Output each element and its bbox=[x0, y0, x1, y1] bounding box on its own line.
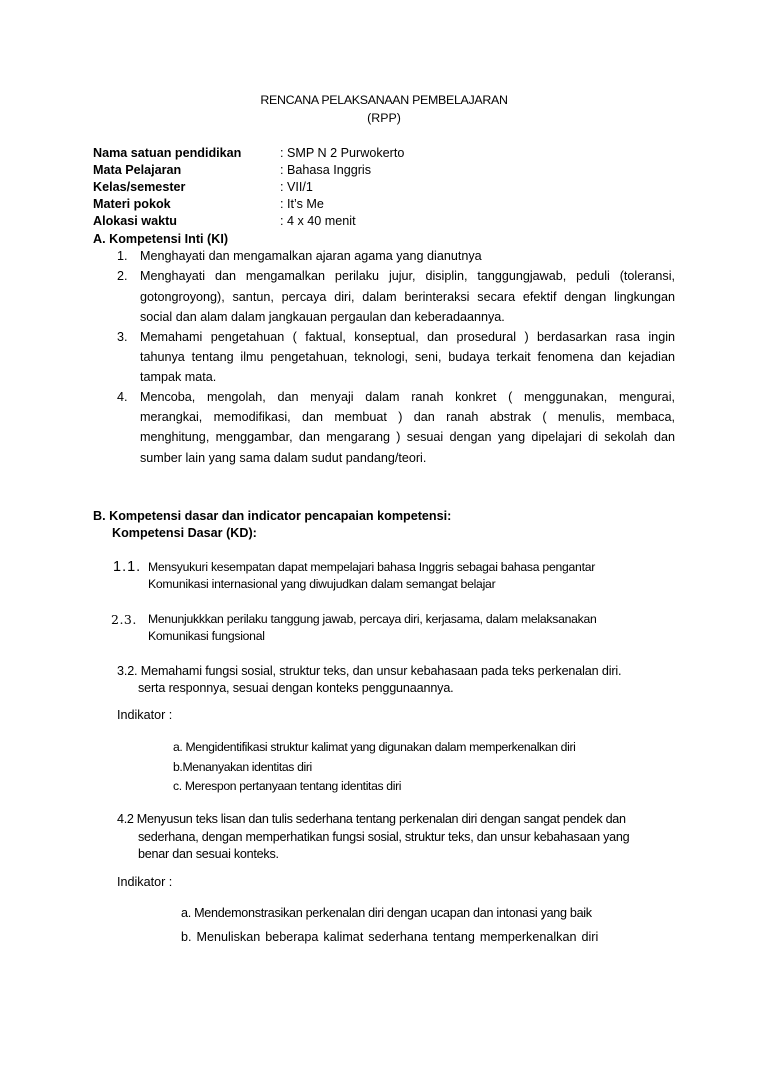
info-label: Alokasi waktu bbox=[93, 214, 177, 228]
info-value: : It’s Me bbox=[280, 197, 324, 211]
indikator-item: b. Menuliskan beberapa kalimat sederhana tentang memperkenalkan diri bbox=[181, 930, 599, 944]
kd-line: 4.2 Menyusun teks lisan dan tulis sederhana tentang perkenalan diri dengan sangat pendek dan bbox=[117, 812, 626, 826]
list-item-line: tampak mata. bbox=[140, 370, 217, 384]
list-item-line: merangkai, memodifikasi, dan membuat ) dan ranah abstrak ( menulis, membaca, bbox=[140, 410, 675, 424]
list-number: 3. bbox=[117, 330, 128, 344]
list-item-line: sumber lain yang sama dalam sudut pandang/teori. bbox=[140, 451, 427, 465]
kd-number: 1.1. bbox=[113, 559, 142, 575]
kd-line: 3.2. Memahami fungsi sosial, struktur teks, dan unsur kebahasaan pada teks perkenalan diri. bbox=[117, 664, 622, 678]
kd-line: serta responnya, sesuai dengan konteks penggunaannya. bbox=[138, 681, 454, 695]
kd-number: 2.3. bbox=[111, 612, 137, 627]
list-item-line: Menghayati dan mengamalkan ajaran agama yang dianutnya bbox=[140, 249, 482, 263]
kd-line: Mensyukuri kesempatan dapat mempelajari bahasa Inggris sebagai bahasa pengantar bbox=[148, 560, 596, 574]
info-label: Mata Pelajaran bbox=[93, 163, 182, 177]
kd-line: Menunjukkkan perilaku tanggung jawab, percaya diri, kerjasama, dalam melaksanakan bbox=[148, 612, 597, 626]
list-item-line: social dan alam dalam jangkauan pergaulan dan keberadaannya. bbox=[140, 310, 505, 324]
list-number: 1. bbox=[117, 249, 128, 263]
list-item-line: Memahami pengetahuan ( faktual, konseptual, dan prosedural ) berdasarkan rasa ingin bbox=[140, 330, 675, 344]
info-label: Nama satuan pendidikan bbox=[93, 146, 242, 160]
indikator-item: a. Mengidentifikasi struktur kalimat yang digunakan dalam memperkenalkan diri bbox=[173, 740, 576, 754]
indikator-label: Indikator : bbox=[117, 708, 173, 722]
info-value: : SMP N 2 Purwokerto bbox=[280, 146, 405, 160]
list-item-line: gotongroyong), santun, percaya diri, dalam berinteraksi secara efektif dengan lingkungan bbox=[140, 290, 675, 304]
section-a-heading: A. Kompetensi Inti (KI) bbox=[93, 232, 229, 246]
kd-line: sederhana, dengan memperhatikan fungsi sosial, struktur teks, dan unsur kebahasaan yang bbox=[138, 830, 630, 844]
info-value: : 4 x 40 menit bbox=[280, 214, 356, 228]
list-item-line: Menghayati dan mengamalkan perilaku jujur, disiplin, tanggungjawab, peduli (toleransi, bbox=[140, 269, 675, 283]
list-number: 2. bbox=[117, 269, 128, 283]
list-number: 4. bbox=[117, 390, 128, 404]
info-label: Kelas/semester bbox=[93, 180, 186, 194]
document-subtitle: (RPP) bbox=[367, 111, 401, 125]
indikator-label: Indikator : bbox=[117, 875, 173, 889]
indikator-item: b.Menanyakan identitas diri bbox=[173, 760, 312, 774]
list-item-line: tahunya tentang ilmu pengetahuan, teknologi, seni, budaya terkait fenomena dan kejadian bbox=[140, 350, 675, 364]
section-b-heading: B. Kompetensi dasar dan indicator pencapaian kompetensi: bbox=[93, 509, 452, 523]
list-item-line: menghitung, menggambar, dan mengarang ) sesuai dengan yang dipelajari di sekolah dan bbox=[140, 430, 675, 444]
section-b-subheading: Kompetensi Dasar (KD): bbox=[112, 526, 257, 540]
info-value: : VII/1 bbox=[280, 180, 313, 194]
info-value: : Bahasa Inggris bbox=[280, 163, 372, 177]
indikator-item: c. Merespon pertanyaan tentang identitas diri bbox=[173, 779, 402, 793]
info-label: Materi pokok bbox=[93, 197, 171, 211]
kd-line: benar dan sesuai konteks. bbox=[138, 847, 279, 861]
kd-line: Komunikasi fungsional bbox=[148, 629, 265, 643]
kd-line: Komunikasi internasional yang diwujudkan dalam semangat belajar bbox=[148, 577, 496, 591]
document-title: RENCANA PELAKSANAAN PEMBELAJARAN bbox=[260, 93, 508, 107]
list-item-line: Mencoba, mengolah, dan menyaji dalam ranah konkret ( menggunakan, mengurai, bbox=[140, 390, 675, 404]
indikator-item: a. Mendemonstrasikan perkenalan diri dengan ucapan dan intonasi yang baik bbox=[181, 906, 592, 920]
